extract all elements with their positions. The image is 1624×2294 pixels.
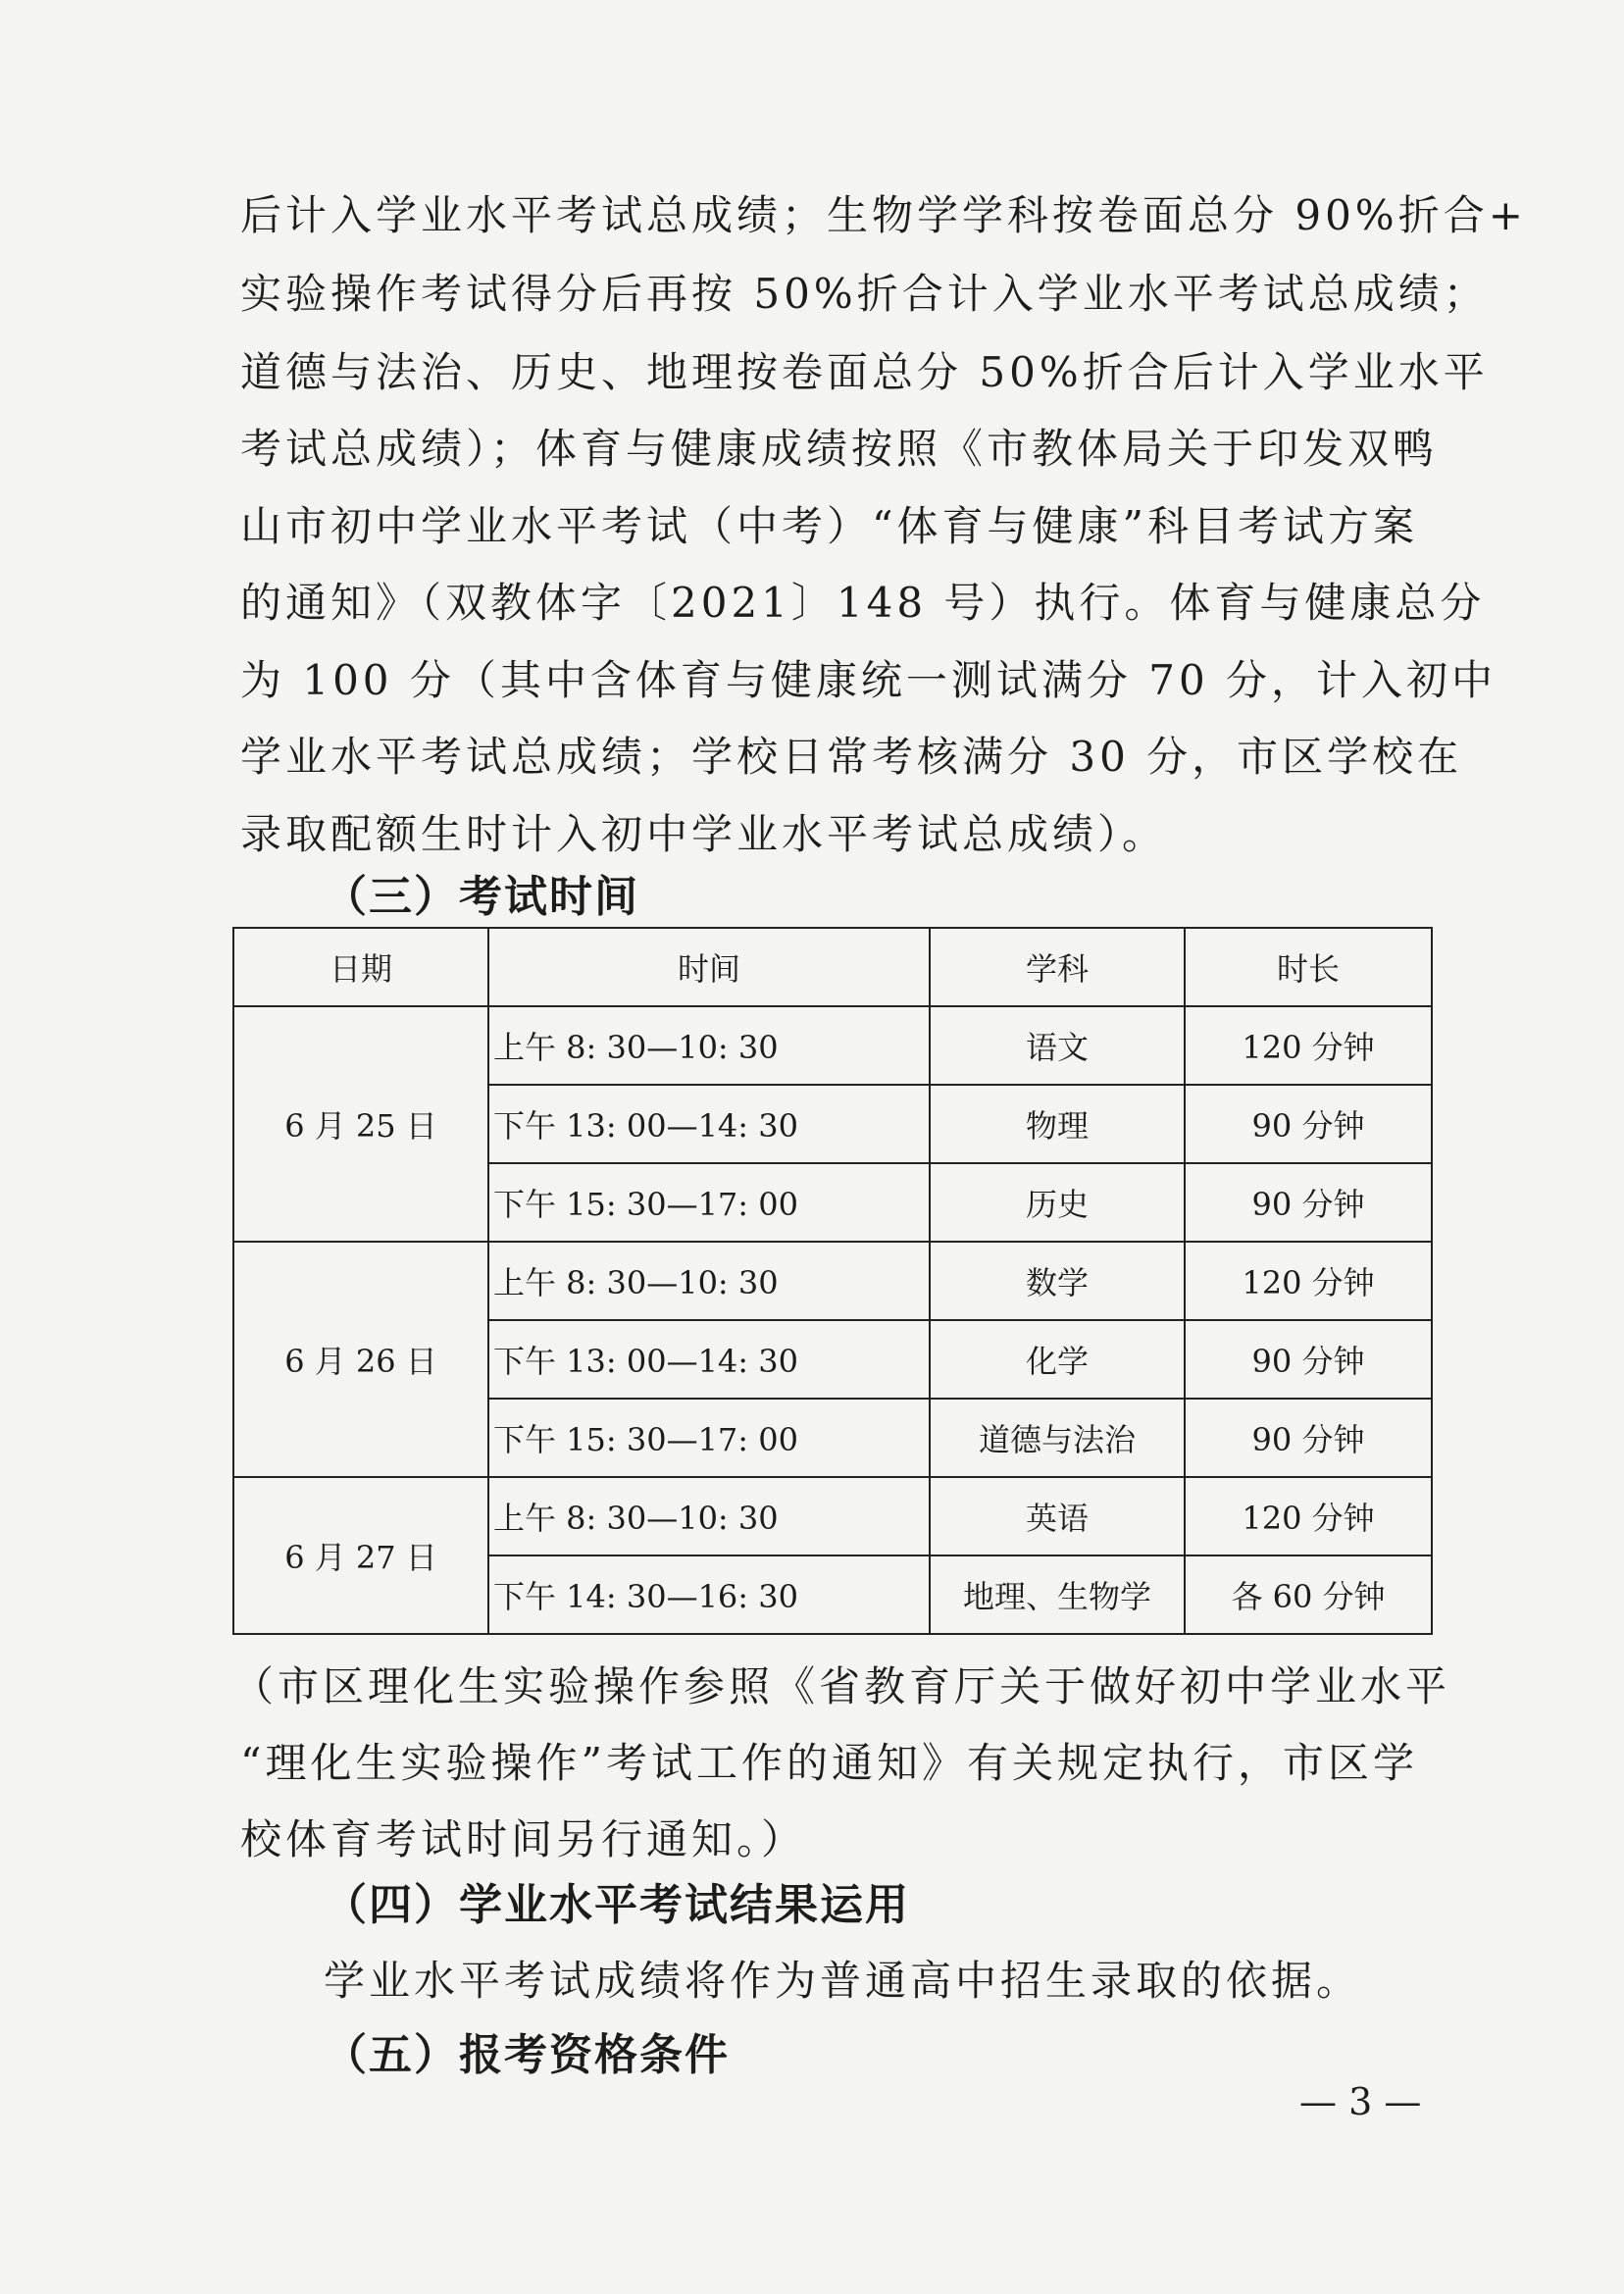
- subject-cell: 化学: [930, 1320, 1185, 1399]
- duration-cell: 120 分钟: [1185, 1242, 1432, 1320]
- note-line-2: “理化生实验操作”考试工作的通知》有关规定执行，市区学: [240, 1739, 1418, 1787]
- header-time: 时间: [488, 928, 930, 1006]
- intro-line-2: 实验操作考试得分后再按 50%折合计入学业水平考试总成绩；: [240, 270, 1489, 318]
- note-line-3: 校体育考试时间另行通知。）: [240, 1815, 807, 1863]
- duration-cell: 90 分钟: [1185, 1085, 1432, 1163]
- time-cell: 下午 13: 00—14: 30: [488, 1320, 930, 1399]
- section-4-body: 学业水平考试成绩将作为普通高中招生录取的依据。: [324, 1957, 1362, 2005]
- time-cell: 下午 15: 30—17: 00: [488, 1163, 930, 1242]
- duration-cell: 120 分钟: [1185, 1006, 1432, 1085]
- intro-line-8: 学业水平考试总成绩；学校日常考核满分 30 分，市区学校在: [240, 733, 1463, 781]
- date-cell: 6 月 27 日: [233, 1477, 488, 1634]
- duration-cell: 90 分钟: [1185, 1399, 1432, 1477]
- exam-schedule-table: [232, 927, 1433, 1635]
- date-cell: 6 月 25 日: [233, 1006, 488, 1242]
- table-row: [233, 1006, 1432, 1085]
- time-cell: 下午 15: 30—17: 00: [488, 1399, 930, 1477]
- table-header-row: [233, 928, 1432, 1006]
- subject-cell: 语文: [930, 1006, 1185, 1085]
- intro-line-6: 的通知》（双教体字〔2021〕148 号）执行。体育与健康总分: [240, 579, 1486, 627]
- subject-cell: 数学: [930, 1242, 1185, 1320]
- header-date: 日期: [233, 928, 488, 1006]
- time-cell: 下午 13: 00—14: 30: [488, 1085, 930, 1163]
- intro-line-1: 后计入学业水平考试总成绩；生物学学科按卷面总分 90%折合+: [240, 191, 1527, 239]
- note-line-1: （市区理化生实验操作参照《省教育厅关于做好初中学业水平: [232, 1662, 1451, 1710]
- time-cell: 上午 8: 30—10: 30: [488, 1477, 930, 1555]
- duration-cell: 90 分钟: [1185, 1163, 1432, 1242]
- header-duration: 时长: [1185, 928, 1432, 1006]
- section-3-heading: （三）考试时间: [324, 872, 639, 922]
- intro-line-4: 考试总成绩）；体育与健康成绩按照《市教体局关于印发双鸭: [240, 425, 1439, 473]
- duration-cell: 120 分钟: [1185, 1477, 1432, 1555]
- section-5-heading: （五）报考资格条件: [324, 2030, 730, 2080]
- table-row: [233, 1477, 1432, 1555]
- intro-line-5: 山市初中学业水平考试（中考）“体育与健康”科目考试方案: [240, 502, 1418, 550]
- duration-cell: 各 60 分钟: [1185, 1555, 1432, 1634]
- intro-line-3: 道德与法治、历史、地理按卷面总分 50%折合后计入学业水平: [240, 348, 1489, 396]
- table-row: [233, 1242, 1432, 1320]
- subject-cell: 物理: [930, 1085, 1185, 1163]
- header-subject: 学科: [930, 928, 1185, 1006]
- intro-line-9: 录取配额生时计入初中学业水平考试总成绩）。: [240, 810, 1168, 858]
- time-cell: 上午 8: 30—10: 30: [488, 1006, 930, 1085]
- section-4-heading: （四）学业水平考试结果运用: [324, 1880, 910, 1930]
- subject-cell: 英语: [930, 1477, 1185, 1555]
- subject-cell: 历史: [930, 1163, 1185, 1242]
- page-number: — 3 —: [1299, 2080, 1422, 2123]
- time-cell: 下午 14: 30—16: 30: [488, 1555, 930, 1634]
- time-cell: 上午 8: 30—10: 30: [488, 1242, 930, 1320]
- subject-cell: 道德与法治: [930, 1399, 1185, 1477]
- intro-line-7: 为 100 分（其中含体育与健康统一测试满分 70 分，计入初中: [240, 656, 1497, 704]
- date-cell: 6 月 26 日: [233, 1242, 488, 1477]
- subject-cell: 地理、生物学: [930, 1555, 1185, 1634]
- duration-cell: 90 分钟: [1185, 1320, 1432, 1399]
